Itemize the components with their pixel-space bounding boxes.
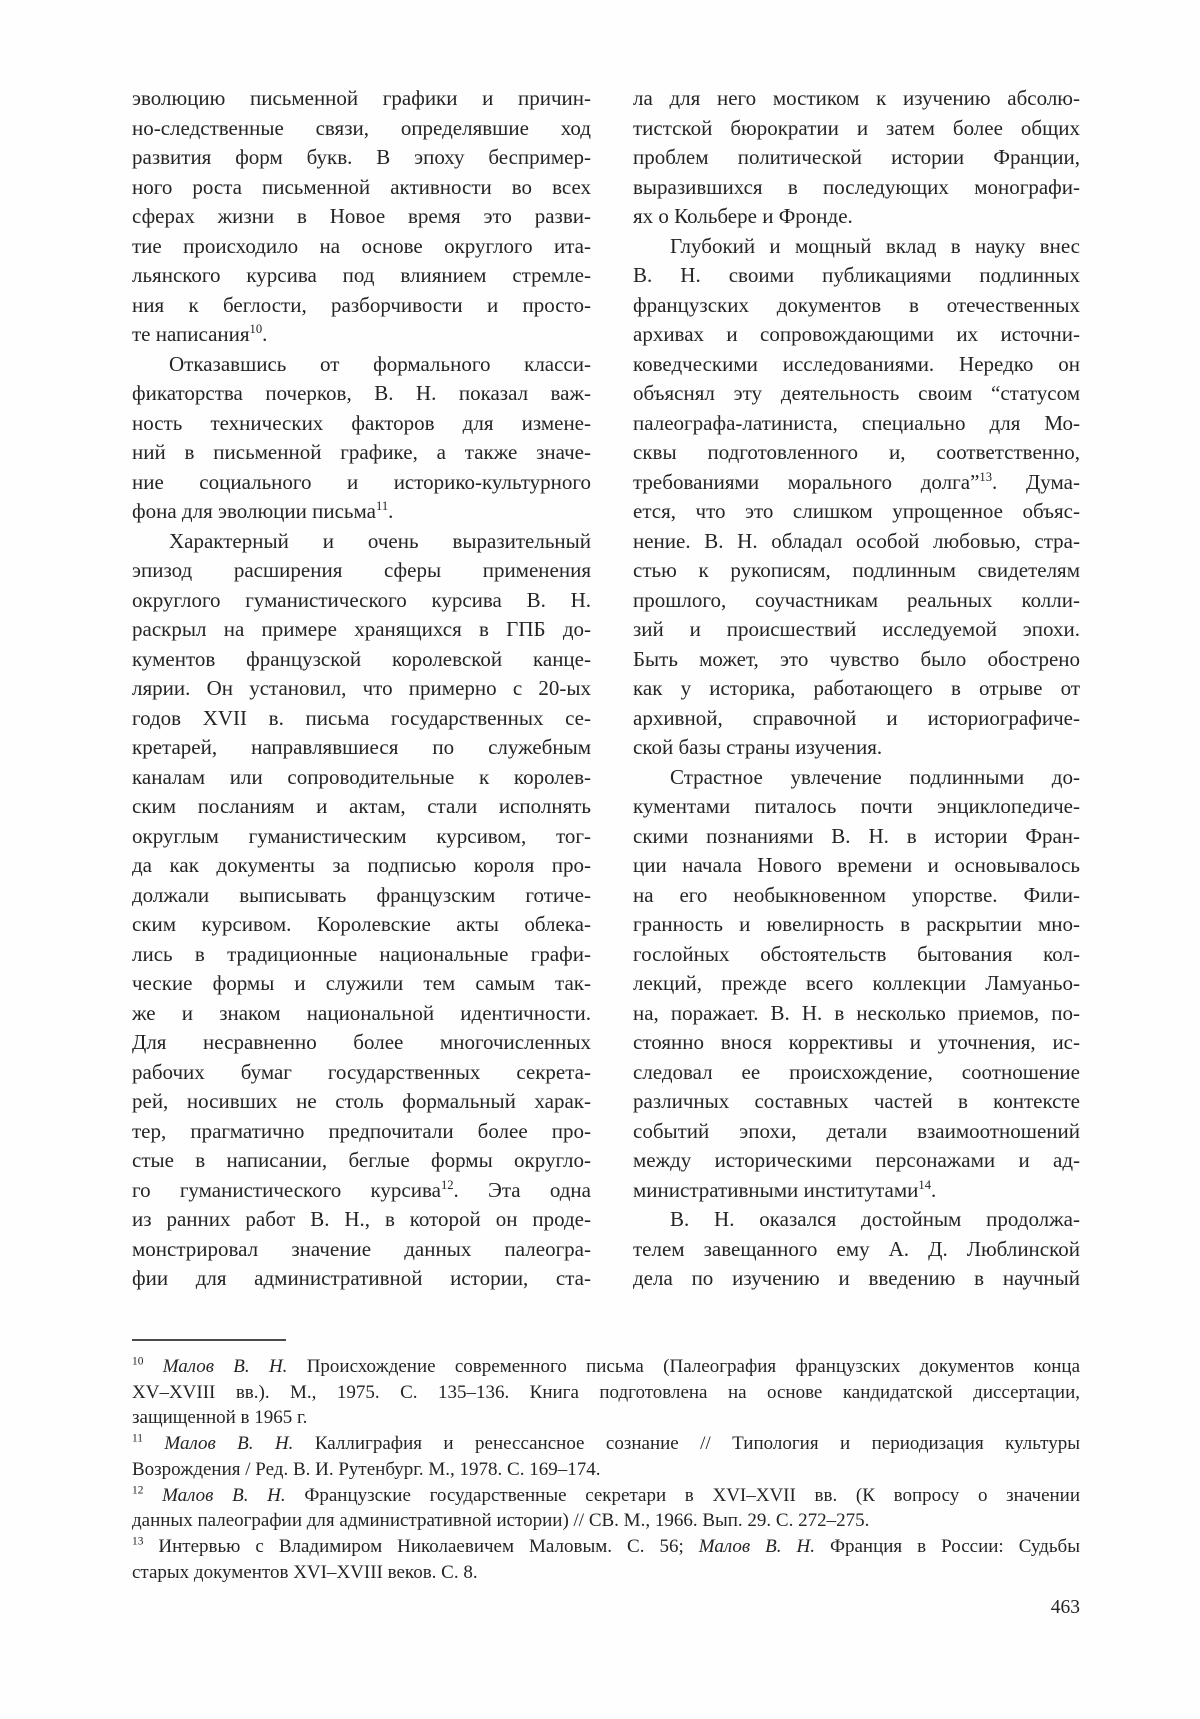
text-line: рей, носивших не столь формальный харак- xyxy=(132,1089,591,1113)
left-column xyxy=(132,84,591,1294)
text-line: палеографа-латиниста, специально для Мо- xyxy=(633,410,1080,435)
text-line: стью к рукописям, подлинным свидетелям xyxy=(633,558,1080,582)
text-line: как у историка, работающего в отрыве от xyxy=(633,676,1080,700)
text-line: лекций, прежде всего коллекции Ламуаньо- xyxy=(633,971,1080,995)
text-line: министративными институтами$^{14}$. xyxy=(633,1177,937,1202)
text-line: Страстное увлечение подлинными до- xyxy=(670,764,1080,789)
text-line: кументами питалось почти энциклопедиче- xyxy=(633,794,1080,818)
text-line: дела по изучению и введению в научный xyxy=(633,1266,1080,1290)
text-line: данных палеографии для административной истории) // СВ. М., 1966. Вып. 29. С. 272–275. xyxy=(132,1510,870,1532)
text-line: стоянно внося коррективы и уточнения, ис- xyxy=(633,1030,1080,1054)
text-line: Глубокий и мощный вклад в науку внес xyxy=(670,233,1080,258)
text-line: ние социального и историко-культурного xyxy=(132,469,591,494)
text-line: округлого гуманистического курсива В. Н. xyxy=(132,587,591,612)
text-line: сквы подготовленного и, соответственно, xyxy=(633,440,1080,464)
text-line: лись в традиционные национальные графи- xyxy=(132,941,591,966)
text-line: на, поражает. В. Н. в несколько приемов, по- xyxy=(633,1000,1080,1025)
text-line: же и знаком национальной идентичности. xyxy=(132,1000,591,1025)
text-line: го гуманистического курсива$^{12}$. Эта одна xyxy=(132,1177,591,1202)
footnote-separator xyxy=(132,1339,286,1341)
text-line: $^{13}$ Интервью с Владимиром Николаевичем Маловым. С. 56; Малов В. Н. Франция в России: Судьбы xyxy=(132,1535,1080,1557)
text-line: $^{10}$ Малов В. Н. Происхождение современного письма (Палеография французских документов конца xyxy=(132,1355,1081,1377)
text-line: старых документов XVI–XVIII веков. С. 8. xyxy=(132,1561,478,1583)
text-line: $^{11}$ Малов В. Н. Каллиграфия и ренессансное сознание // Типология и периодизация культуры xyxy=(132,1432,1080,1455)
page-number: 463 xyxy=(1050,1597,1080,1618)
text-line: нение. В. Н. обладал особой любовью, стра- xyxy=(633,528,1080,553)
text-line: ность технических факторов для измене- xyxy=(132,410,591,435)
text-line: ской базы страны изучения. xyxy=(633,735,883,759)
text-line: ции начала Нового времени и основывалось xyxy=(633,853,1080,877)
text-line: прошлого, соучастникам реальных колли- xyxy=(633,587,1080,612)
text-line: защищенной в 1965 г. xyxy=(132,1407,308,1429)
text-line: кументов французской королевской канце- xyxy=(132,646,591,671)
text-line: эпизод расширения сферы применения xyxy=(132,558,591,582)
text-line: лярии. Он установил, что примерно с 20-ых xyxy=(132,676,591,700)
text-line: рабочих бумаг государственных секрета- xyxy=(132,1059,591,1084)
text-line: сферах жизни в Новое время это разви- xyxy=(132,204,591,228)
text-line: $^{12}$ Малов В. Н. Французские государственные секретари в XVI–XVII вв. (К вопросу о значении xyxy=(132,1484,1081,1506)
text-line: гослойных обстоятельств бытования кол- xyxy=(633,941,1080,966)
text-line: фикаторства почерков, В. Н. показал важ- xyxy=(132,381,591,405)
text-line: тие происходило на основе округлого ита- xyxy=(132,233,591,258)
text-line: скими познаниями В. Н. в истории Фран- xyxy=(633,823,1080,848)
text-line: из ранних работ В. Н., в которой он проде- xyxy=(132,1207,591,1231)
text-line: тер, прагматично предпочитали более про- xyxy=(132,1118,591,1143)
text-line: ний в письменной графике, а также значе- xyxy=(132,440,591,464)
text-line: ческие формы и служили тем самым так- xyxy=(132,971,591,995)
text-line: Возрождения / Ред. В. И. Рутенбург. М., 1978. С. 169–174. xyxy=(132,1458,601,1480)
text-line: фона для эволюции письма$^{11}$. xyxy=(132,499,394,523)
text-line: фии для административной истории, ста- xyxy=(132,1266,591,1290)
text-line: объяснял эту деятельность своим “статусом xyxy=(633,381,1080,405)
text-line: ется, что это слишком упрощенное объяс- xyxy=(633,499,1080,523)
text-line: Для несравненно более многочисленных xyxy=(132,1030,591,1054)
text-line: эволюцию письменной графики и причин- xyxy=(132,86,591,110)
text-line: различных составных частей в контексте xyxy=(633,1089,1080,1113)
text-line: стые в написании, беглые формы округло- xyxy=(132,1148,591,1172)
text-line: между историческими персонажами и ад- xyxy=(633,1148,1080,1172)
text-line: ла для него мостиком к изучению абсолю- xyxy=(633,86,1080,110)
text-line: ским посланиям и актам, стали исполнять xyxy=(132,794,591,818)
text-line: Быть может, это чувство было обострено xyxy=(633,646,1080,671)
text-line: льянского курсива под влиянием стремле- xyxy=(132,263,591,287)
text-line: телем завещанного ему А. Д. Люблинской xyxy=(633,1236,1080,1261)
text-line: В. Н. оказался достойным продолжа- xyxy=(670,1207,1080,1231)
text-line: Отказавшись от формального класси- xyxy=(169,351,591,376)
text-line: но-следственные связи, определявшие ход xyxy=(132,115,591,140)
text-line: проблем политической истории Франции, xyxy=(633,145,1080,169)
text-line: архивной, справочной и историографиче- xyxy=(633,705,1080,730)
text-line: развития форм букв. В эпоху беспример- xyxy=(132,145,591,169)
text-line: французских документов в отечественных xyxy=(633,292,1080,317)
text-line: должали выписывать французским готиче- xyxy=(132,882,591,907)
text-line: кретарей, направлявшиеся по служебным xyxy=(132,735,591,759)
text-line: округлым гуманистическим курсивом, тог- xyxy=(132,823,591,848)
text-line: В. Н. своими публикациями подлинных xyxy=(633,263,1080,287)
text-line: да как документы за подписью короля про- xyxy=(132,853,591,877)
text-line: годов XVII в. письма государственных се- xyxy=(132,705,591,730)
text-line: XV–XVIII вв.). М., 1975. С. 135–136. Книга подготовлена на основе кандидатской диссертации, xyxy=(132,1381,1080,1403)
text-line: выразившихся в последующих монографи- xyxy=(633,174,1080,199)
text-line: Характерный и очень выразительный xyxy=(169,528,591,553)
text-line: ного роста письменной активности во всех xyxy=(132,174,591,199)
text-line: на его необыкновенном упорстве. Фили- xyxy=(633,882,1080,907)
text-line: раскрыл на примере хранящихся в ГПБ до- xyxy=(132,617,591,641)
text-line: ния к беглости, разборчивости и просто- xyxy=(132,292,591,317)
text-line: ях о Кольбере и Фронде. xyxy=(633,204,853,228)
text-line: событий эпохи, детали взаимоотношений xyxy=(633,1118,1080,1143)
text-line: монстрировал значение данных палеогра- xyxy=(132,1236,591,1261)
text-line: гранность и ювелирность в раскрытии мно- xyxy=(633,912,1080,936)
footnotes xyxy=(132,1354,1080,1585)
text-line: архивах и сопровождающими их источни- xyxy=(633,322,1080,346)
text-line: следовал ее происхождение, соотношение xyxy=(633,1059,1080,1084)
text-line: коведческими исследованиями. Нередко он xyxy=(633,351,1080,376)
text-line: каналам или сопроводительные к королев- xyxy=(132,764,591,789)
text-line: тистской бюрократии и затем более общих xyxy=(633,115,1080,140)
text-line: зий и происшествий исследуемой эпохи. xyxy=(633,617,1080,641)
text-line: требованиями морального долга”$^{13}$. Дума- xyxy=(633,469,1080,494)
text-line: те написания$^{10}$. xyxy=(132,322,268,346)
right-column xyxy=(633,84,1080,1294)
text-line: ским курсивом. Королевские акты облека- xyxy=(132,912,591,936)
